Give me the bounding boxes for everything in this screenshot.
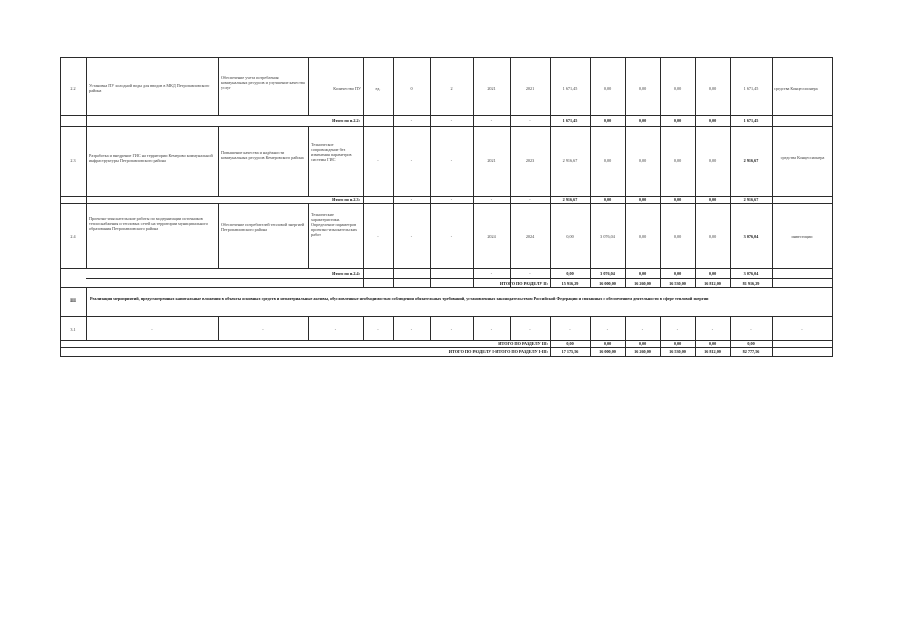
col-divider xyxy=(60,57,61,356)
row-divider xyxy=(60,287,833,288)
section-total-year-4: 16 812,00 xyxy=(704,281,721,286)
row-value: - xyxy=(410,234,413,239)
row-source: средства Концессионера xyxy=(774,86,818,91)
col-divider xyxy=(218,126,219,196)
row-divider xyxy=(60,126,833,127)
row-cell: - xyxy=(711,327,714,332)
row-cell: - xyxy=(529,327,531,332)
row-total: 1 671,45 xyxy=(562,86,578,91)
col-divider xyxy=(393,57,394,287)
row-total: 0,00 xyxy=(566,234,574,239)
subtotal-all: 1 671,45 xyxy=(743,118,759,123)
row-indicator: Технические характеристики. Определение параметров проектно-изыскательских работ xyxy=(311,212,358,237)
subtotal-cell: - xyxy=(490,271,493,276)
grand-total-label: ИТОГО ПО РАЗДЕЛУ I-ИТОГО ПО РАЗДЕЛУ I-III: xyxy=(448,349,548,354)
subtotal-cell: - xyxy=(450,118,453,123)
row-cell: - xyxy=(262,327,264,332)
section-total-year-4: 0,00 xyxy=(708,341,717,346)
row-end-year: 2024 xyxy=(525,234,535,239)
row-number: 2.2 xyxy=(70,86,76,91)
col-divider xyxy=(695,57,696,287)
col-divider xyxy=(550,57,551,287)
row-all-years: 3 076,04 xyxy=(743,234,759,239)
row-divider xyxy=(60,347,833,348)
row-year-3: 0,00 xyxy=(673,234,682,239)
row-year-1: 0,00 xyxy=(603,158,612,163)
row-divider xyxy=(86,278,833,279)
col-divider xyxy=(308,57,309,115)
col-divider xyxy=(308,203,309,268)
row-cell: - xyxy=(750,327,752,332)
col-divider xyxy=(430,57,431,287)
subtotal-cell: - xyxy=(450,197,453,202)
col-divider xyxy=(473,57,474,287)
row-name: Установка ПУ холодной воды для вводов в МКД Петропавловского района xyxy=(89,83,210,93)
section-total-year-1: 16 000,00 xyxy=(599,281,616,286)
grand-total: 17 175,56 xyxy=(561,349,579,354)
col-divider xyxy=(86,287,87,340)
row-cell: - xyxy=(641,327,644,332)
table-right-border xyxy=(832,57,833,356)
row-cell: - xyxy=(569,327,571,332)
section-total-year-1: 0,00 xyxy=(603,341,612,346)
row-number: 3.1 xyxy=(70,327,76,332)
subtotal-year-4: 0,00 xyxy=(708,197,717,202)
row-cell: - xyxy=(490,327,493,332)
row-year-1: 3 076,04 xyxy=(600,234,615,239)
row-source: средства Концессионера xyxy=(780,155,825,160)
row-source: инвестиции xyxy=(791,234,813,239)
subtotal-cell: - xyxy=(529,197,531,202)
row-value: - xyxy=(450,234,453,239)
table-top-border xyxy=(60,57,833,58)
section-total-all: 81 916,29 xyxy=(742,281,760,286)
row-year-1: 0,00 xyxy=(603,86,612,91)
row-year-3: 0,00 xyxy=(673,86,682,91)
subtotal-cell: - xyxy=(490,197,493,202)
subtotal-all: 2 916,67 xyxy=(743,197,759,202)
section-total-all: 0,00 xyxy=(747,341,755,346)
row-year-3: 0,00 xyxy=(673,158,682,163)
row-year-2: 0,00 xyxy=(638,234,647,239)
col-divider xyxy=(660,57,661,287)
col-divider xyxy=(218,203,219,268)
section-total: 0,00 xyxy=(566,341,574,346)
subtotal-total: 0,00 xyxy=(566,271,574,276)
row-cell: - xyxy=(801,327,803,332)
row-all-years: 1 671,45 xyxy=(743,86,759,91)
row-unit: ед. xyxy=(375,86,381,91)
subtotal-year-2: 0,00 xyxy=(638,118,647,123)
grand-total-year-4: 16 812,00 xyxy=(704,349,721,354)
row-indicator: Количество ПУ xyxy=(333,86,361,91)
subtotal-all: 3 076,04 xyxy=(743,271,759,276)
grand-total-all: 82 777,56 xyxy=(742,349,760,354)
row-value: 0 xyxy=(410,86,413,91)
col-divider xyxy=(363,57,364,287)
subtotal-cell: - xyxy=(529,118,531,123)
row-cell: - xyxy=(334,327,337,332)
row-basis: Обеспечение потребителей тепловой энергией Петропавловского района xyxy=(221,222,305,232)
subtotal-year-2: 0,00 xyxy=(638,197,647,202)
subtotal-year-2: 0,00 xyxy=(638,271,647,276)
row-cell: - xyxy=(606,327,609,332)
subtotal-year-1: 3 076,04 xyxy=(600,271,615,276)
section-total-year-2: 0,00 xyxy=(638,341,647,346)
subtotal-year-4: 0,00 xyxy=(708,271,717,276)
subtotal-total: 1 671,45 xyxy=(562,118,578,123)
row-year-2: 0,00 xyxy=(638,158,647,163)
row-value: 2 xyxy=(450,86,453,91)
row-cell: - xyxy=(410,327,413,332)
section-title: Реализация мероприятий, предусмотренных капитальные вложения в объекты основных средств и нематериальные активы, обусловленные необходимостью соблюдения обязательных требований, установленных законодательством Российской Федерации и связанных с обеспечением деятельности в сфере тепловой энергии xyxy=(90,296,709,301)
col-divider xyxy=(308,126,309,196)
subtotal-year-4: 0,00 xyxy=(708,118,717,123)
row-end-year: 2021 xyxy=(525,86,535,91)
section-total-year-3: 16 530,00 xyxy=(669,281,686,286)
row-value: - xyxy=(410,158,413,163)
subtotal-label: Итого по п.2.3: xyxy=(332,197,360,202)
subtotal-year-3: 0,00 xyxy=(673,118,682,123)
row-indicator: Техническое сопровождение без изменения параметров системы ГИС xyxy=(311,142,352,162)
grand-total-year-3: 16 530,00 xyxy=(669,349,686,354)
row-name: Разработка и внедрение ГИС на территории Кемерово коммунальной инфраструктуры Петропавловского района xyxy=(89,153,213,163)
section-total: 15 916,29 xyxy=(561,281,579,286)
row-basis: Повышение качества и надёжности коммунальных ресурсов Кемеровского района xyxy=(221,150,304,160)
section-total-year-2: 16 260,00 xyxy=(634,281,651,286)
row-total: 2 916,67 xyxy=(562,158,578,163)
subtotal-cell: - xyxy=(529,271,531,276)
grand-total-year-1: 16 000,00 xyxy=(599,349,616,354)
col-divider xyxy=(510,57,511,287)
subtotal-total: 2 916,67 xyxy=(562,197,578,202)
row-cell: - xyxy=(676,327,679,332)
row-divider xyxy=(60,268,833,269)
row-year-2: 0,00 xyxy=(638,86,647,91)
subtotal-year-3: 0,00 xyxy=(673,197,682,202)
row-basis: Обеспечение учета потребления коммунальных ресурсов и улучшение качества услуг xyxy=(221,75,305,90)
section-total-label: ИТОГО ПО РАЗДЕЛУ III: xyxy=(498,341,548,346)
row-cell: - xyxy=(377,327,379,332)
row-divider xyxy=(60,203,833,204)
row-year-4: 0,00 xyxy=(708,234,717,239)
col-divider xyxy=(625,57,626,287)
row-end-year: 2023 xyxy=(525,158,535,163)
subtotal-year-3: 0,00 xyxy=(673,271,682,276)
col-divider xyxy=(730,57,731,287)
col-divider xyxy=(590,57,591,287)
row-name: Проектно-изыскательские работы по модернизации источников теплоснабжения и тепловых сетей на территории муниципального образования Петропавловского района xyxy=(89,216,209,231)
section-number: III xyxy=(70,299,76,304)
row-divider xyxy=(60,316,833,317)
subtotal-label: Итого по п.2.4: xyxy=(332,271,360,276)
col-divider xyxy=(772,57,773,287)
col-divider xyxy=(218,57,219,115)
row-year-4: 0,00 xyxy=(708,158,717,163)
row-value: - xyxy=(450,158,453,163)
subtotal-cell: - xyxy=(410,118,413,123)
row-all-years: 2 916,67 xyxy=(743,158,759,163)
subtotal-cell: - xyxy=(410,197,413,202)
section-total-year-3: 0,00 xyxy=(673,341,682,346)
row-cell: - xyxy=(151,327,153,332)
row-number: 2.3 xyxy=(70,158,76,163)
subtotal-label: Итого по п.2.2: xyxy=(332,118,360,123)
row-start-year: 2021 xyxy=(487,158,496,163)
table-bottom-border xyxy=(60,356,833,357)
col-divider xyxy=(772,316,773,356)
grand-total-year-2: 16 260,00 xyxy=(634,349,651,354)
row-number: 2.4 xyxy=(70,234,76,239)
col-divider xyxy=(86,57,87,268)
section-total-label: ИТОГО ПО РАЗДЕЛУ II: xyxy=(499,281,548,286)
row-divider xyxy=(60,115,833,116)
row-start-year: 2021 xyxy=(487,86,496,91)
row-year-4: 0,00 xyxy=(708,86,717,91)
row-unit: - xyxy=(377,234,379,239)
subtotal-cell: - xyxy=(490,118,493,123)
subtotal-year-1: 0,00 xyxy=(603,197,612,202)
row-start-year: 2024 xyxy=(487,234,496,239)
row-unit: - xyxy=(377,158,379,163)
subtotal-year-1: 0,00 xyxy=(603,118,612,123)
row-cell: - xyxy=(450,327,453,332)
